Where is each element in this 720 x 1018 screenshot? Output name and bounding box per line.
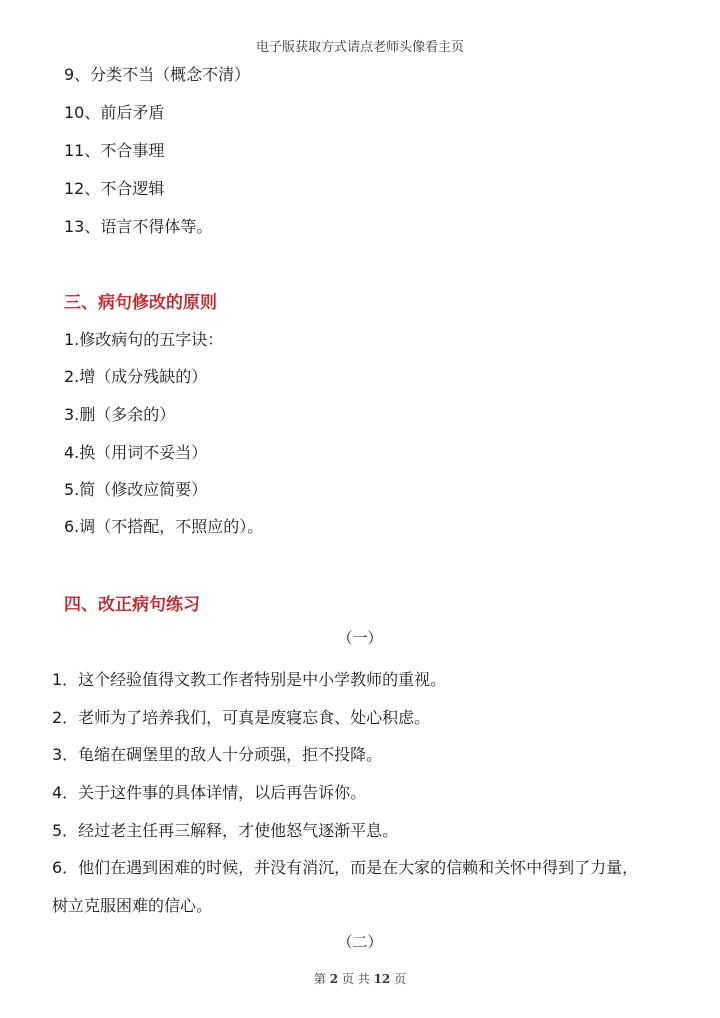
list-item: 13、语言不得体等。: [64, 217, 213, 236]
footer-prefix: 第: [313, 972, 326, 986]
exercise-item: 4．关于这件事的具体详情，以后再告诉你。: [52, 783, 367, 802]
list-item: 12、不合逻辑: [64, 179, 165, 198]
list-item: 10、前后矛盾: [64, 103, 165, 122]
page-footer: [0, 970, 720, 987]
footer-total-pages: 12: [373, 972, 391, 986]
list-item: 5.简（修改应简要）: [64, 480, 208, 499]
footer-page-number: 2: [329, 972, 339, 986]
exercise-item: 2．老师为了培养我们，可真是废寝忘食、处心积虑。: [52, 708, 431, 727]
page-header: 电子版获取方式请点老师头像看主页: [255, 40, 464, 55]
list-item: 1.修改病句的五字诀：: [64, 330, 224, 349]
section-three-heading: 三、病句修改的原则: [64, 293, 217, 313]
exercise-continuation: 树立克服困难的信心。: [52, 896, 213, 915]
list-item: 11、不合事理: [64, 141, 165, 160]
exercise-item: 3．龟缩在碉堡里的敌人十分顽强，拒不投降。: [52, 745, 383, 764]
section-four-heading: 四、改正病句练习: [64, 595, 200, 615]
list-item: 3.删（多余的）: [64, 405, 176, 424]
group-one-label: （一）: [337, 629, 383, 647]
exercise-item: 5．经过老主任再三解释，才使他怒气逐渐平息。: [52, 821, 399, 840]
exercise-item: 6．他们在遇到困难的时候，并没有消沉，而是在大家的信赖和关怀中得到了力量，: [52, 858, 639, 877]
list-item: 9、分类不当（概念不清）: [64, 65, 251, 84]
exercise-item: 1．这个经验值得文教工作者特别是中小学教师的重视。: [52, 670, 447, 689]
list-item: 2.增（成分残缺的）: [64, 367, 208, 386]
group-two-label: （二）: [337, 933, 383, 951]
footer-middle: 页 共: [341, 972, 370, 986]
list-item: 4.换（用词不妥当）: [64, 443, 208, 462]
list-item: 6.调（不搭配，不照应的）。: [64, 517, 264, 536]
footer-suffix: 页: [394, 972, 407, 986]
